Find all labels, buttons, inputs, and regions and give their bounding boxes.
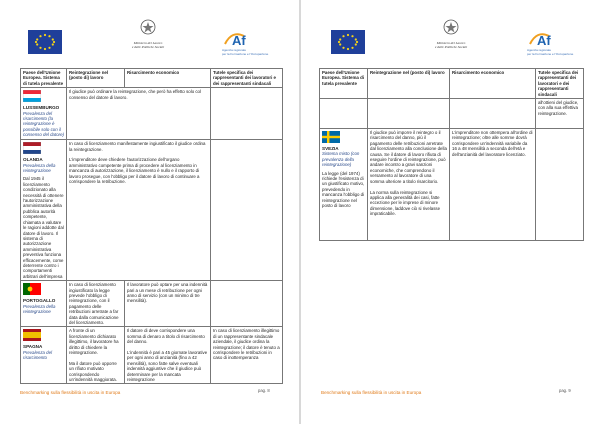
- eu-flag-logo: [28, 30, 62, 54]
- column-header-reinstatement: Reintegrazione nel (posto di) lavoro: [67, 69, 125, 88]
- compensation-cell: [450, 99, 536, 129]
- table-row: [21, 88, 283, 140]
- footer-title: Benchmarking sulla flessibilità in uscita in Europa: [20, 390, 121, 395]
- page-number: pag. 9: [559, 388, 571, 393]
- representatives-cell: [211, 140, 283, 281]
- table-row: [320, 129, 584, 241]
- country-name: OLANDA: [23, 157, 43, 163]
- reinstatement-cell: In caso di licenziamento ingiustificato la legge prevede l'obbligo di reintegrazione, con il pagamento delle retribuzioni arretrate a far data dalla comunicazione del licenziamento.: [67, 281, 125, 327]
- ministry-caption: Ministero del Lavoro e delle Politiche Sociali: [131, 41, 165, 49]
- agency-caption: Agenzia regionale per la Formazione e l'Occupazione: [222, 48, 269, 56]
- reinstatement-cell: In caso di licenziamento manifestamente ingiustificato il giudice ordina la reintegrazione. L'imprenditore deve chiedere l'autorizzazione dell'organo amministrativo competente prima di procedere al licenziamento in mancanza di autorizzazione, il licenziamento è nullo e il rapporto di lavoro prosegue, con l'obbligo per il datore di lavoro di continuare a corrispondere la retribuzione.: [67, 140, 211, 281]
- country-cell: [320, 129, 368, 241]
- protection-regime: Sistema misto (con prevalenza della reintegrazione): [322, 151, 360, 168]
- country-cell: [21, 327, 67, 384]
- table-row: [21, 327, 283, 384]
- ministry-logo: [433, 18, 469, 48]
- agency-logo: [527, 28, 583, 58]
- representatives-cell: [211, 88, 283, 140]
- italian-emblem-icon: [130, 18, 166, 36]
- protection-regime: Prevalenza della reintegrazione: [23, 303, 56, 314]
- column-header-country: Paese dell'Unione Europea. Sistema di tutela prevalente: [21, 69, 67, 88]
- reinstatement-cell: Il giudice può imporre il reintegro o il risarcimento del danno, più il pagamento delle retribuzioni arretrate dal licenziamento alla conclusione della causa. Se il datore di lavoro rifiuta di eseguire l'ordine di reintegrazione, può andare incontro a gravi sanzioni economiche, che comprendono il versamento al lavoratore di una somma ulteriore a titolo risarcitorio. La norma sulla reintegrazione si applica alla generalità dei casi, fatte eccezione per le imprese di minore dimensione, laddove ciò si rivelasse impraticabile.: [368, 129, 450, 241]
- country-cell: [21, 88, 67, 140]
- column-header-compensation: Risarcimento economico: [450, 69, 536, 99]
- representatives-cell: [536, 129, 584, 241]
- protection-regime: Prevalenza del risarcimento: [23, 349, 53, 361]
- right-page: [301, 0, 600, 424]
- protection-regime: Prevalenza della reintegrazione: [23, 162, 56, 174]
- spain-flag-icon: [23, 329, 41, 341]
- ministry-logo: [130, 18, 166, 48]
- representatives-cell: [211, 281, 283, 327]
- footer-title: Benchmarking sulla flessibilità in uscita in Europa: [321, 390, 422, 395]
- column-header-reinstatement: Reintegrazione nel (posto di) lavoro: [368, 69, 450, 99]
- sweden-flag-icon: [322, 131, 340, 143]
- column-header-representatives: Tutele specifica dei rappresentanti dei lavoratori e dei rappresentanti sindacali: [211, 69, 283, 88]
- reinstatement-cell: Il giudice può ordinare la reintegrazione, che però ha effetto solo col consenso del datore di lavoro.: [67, 88, 211, 140]
- country-name: SPAGNA: [23, 344, 43, 350]
- agency-caption: Agenzia regionale per la Formazione e l'Occupazione: [527, 48, 574, 56]
- column-header-representatives: Tutele specifica dei rappresentanti dei lavoratori e dei rappresentanti sindacali: [536, 69, 584, 99]
- table-row: [320, 99, 584, 129]
- country-cell: [21, 140, 67, 281]
- table-row: [21, 281, 283, 327]
- portugal-flag-icon: [23, 283, 41, 295]
- table-header-row: [21, 69, 283, 88]
- country-name: LUSSEMBURGO: [23, 105, 60, 111]
- column-header-compensation: Risarcimento economico: [125, 69, 211, 88]
- page-number: pag. 8: [258, 388, 270, 393]
- left-page: [0, 0, 299, 424]
- reinstatement-cell: [368, 99, 450, 129]
- netherlands-flag-icon: [23, 142, 41, 154]
- luxembourg-flag-icon: [23, 90, 41, 102]
- compensation-cell: Il datore di deve corrispondere una somma di denaro a titolo di risarcimento del danno. L'indennità è pari a 45 giornate lavorative per ogni anno di anzianità (fino a 42 mensilità), sono fatte salve eventuali indennità aggiuntive che il giudice può determinare per la mancata reintegrazione: [125, 327, 211, 384]
- af-logo-text: Af: [232, 33, 246, 48]
- reinstatement-cell: A fronte di un licenziamento dichiarato illegittimo, il lavoratore ha diritto di chiedere la reintegrazione. Ma il datore può opporre un rifiuto motivato corrispondendo un'indennità maggiorata.: [67, 327, 125, 384]
- right-comparison-table: [319, 68, 584, 241]
- country-name: SVEZIA: [322, 146, 339, 152]
- protection-regime: Prevalenza del risarcimento (la reintegrazione è possibile solo con il consenso del datore): [23, 110, 65, 138]
- af-logo-icon: [222, 28, 278, 48]
- italian-emblem-icon: [433, 18, 469, 36]
- compensation-cell: Il lavoratore può optare per una indennità pari a un mese di retribuzione per ogni anno di servizio (con un minimo di tre mensilità).: [125, 281, 211, 327]
- table-header-row: [320, 69, 584, 99]
- af-logo-icon: [527, 28, 583, 48]
- ministry-caption: Ministero del Lavoro e delle Politiche Sociali: [434, 41, 468, 49]
- compensation-cell: L'imprenditore non ottempera all'ordine di reintegrazione; oltre alle somme dovrà corrispondere un'indennità variabile da 16 a 48 mensilità a seconda dell'età e dell'anzianità del lavoratore licenziato.: [450, 129, 536, 241]
- table-row: [21, 140, 283, 281]
- country-name: PORTOGALLO: [23, 298, 56, 304]
- country-cell: [21, 281, 67, 327]
- country-note: La legge (del 1974) richiede l'esistenza di un giustificato motivo, prevedendo in mancanza l'obbligo di reintegrazione nel posto di lavoro: [322, 170, 365, 209]
- af-logo-text: Af: [537, 33, 551, 48]
- country-note: Dal 1945 il licenziamento condizionato alla necessità di ottenere l'autorizzazione amministrativa della pubblica autorità competente, chiamata a valutare le ragioni addotte dal datore di lavoro. Il sistema di autorizzazione amministrativa preventiva funziona efficacemente, come deterrente contro i comportamenti arbitrari dell'impresa: [23, 176, 64, 279]
- country-cell: [320, 99, 368, 129]
- agency-logo: [222, 28, 278, 58]
- column-header-country: Paese dell'Unione Europea. Sistema di tutela prevalente: [320, 69, 368, 99]
- representatives-cell: all'ottieni del giudice, con alla sua effettiva reintegrazione.: [536, 99, 584, 129]
- eu-flag-logo: [331, 30, 365, 54]
- left-comparison-table: [20, 68, 283, 384]
- representatives-cell: In caso di licenziamento illegittimo di un rappresentante sindacale aziendale, il giudice ordina la reintegrazione; il datore è tenuto a corrispondere le retribuzioni in caso di inottemperanza: [211, 327, 283, 384]
